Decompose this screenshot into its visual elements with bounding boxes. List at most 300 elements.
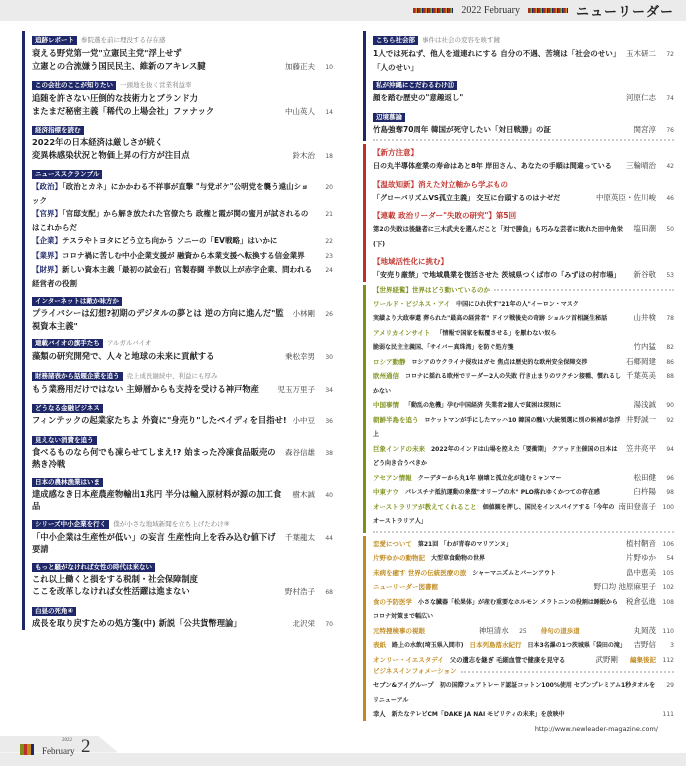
column-name: ワールド・ビジネス・アイ bbox=[373, 299, 451, 308]
world-row bbox=[373, 325, 674, 340]
article-title[interactable]: 2022年のインドは山場を控えた「要衝期」 クアッド主催国の日本はどう向き合うべきか bbox=[373, 445, 618, 467]
toc-section bbox=[32, 515, 333, 555]
article-line bbox=[373, 221, 674, 250]
page-number: 26 bbox=[325, 311, 333, 318]
toc-section bbox=[32, 76, 333, 118]
section-subtitle: 売上成長継続中、利益にも厚み bbox=[126, 371, 218, 380]
page-number: 108 bbox=[662, 598, 674, 606]
article-line bbox=[32, 530, 333, 555]
page-number: 23 bbox=[325, 252, 333, 260]
article-line bbox=[32, 104, 333, 119]
column-name: 表紙 bbox=[373, 641, 386, 649]
company-name: セブン&アイグループ bbox=[373, 682, 434, 689]
news-tag: 【企業】 bbox=[32, 236, 62, 245]
column-name: ニューリーダー図書館 bbox=[373, 583, 438, 591]
article-title[interactable]: コロナに揺れる欧州でリーダー2人の失敗 行き止まりのワクチン接種、慣れるしかない bbox=[373, 373, 621, 395]
editors-note: 編集後記 bbox=[630, 655, 656, 664]
article-title[interactable]: 追随を許さない圧倒的な技術力とブランド力 bbox=[32, 93, 198, 103]
author: 三輪晴治 bbox=[626, 161, 656, 170]
page-number: 25 bbox=[519, 627, 527, 635]
author: 加藤正夫 bbox=[285, 61, 315, 71]
page-number: 24 bbox=[325, 267, 333, 274]
world-row bbox=[373, 368, 674, 397]
news-item bbox=[32, 233, 333, 248]
feature-heading: 【連載 政治リーダー"失敗の研究"】第5回 bbox=[373, 211, 517, 220]
author: 吉野信 bbox=[633, 640, 656, 649]
world-row bbox=[373, 339, 674, 354]
column-name: オーストラリアが教えてくれること bbox=[373, 502, 477, 511]
section-header bbox=[32, 367, 333, 382]
misc-row bbox=[373, 565, 674, 580]
section-header bbox=[32, 473, 333, 487]
misc-row bbox=[373, 623, 674, 638]
page-number: 54 bbox=[666, 555, 674, 562]
section-header bbox=[373, 76, 674, 90]
feature-section bbox=[373, 207, 674, 250]
article-line bbox=[32, 91, 333, 104]
section-label: シリーズ中小企業を行く bbox=[32, 520, 109, 529]
article-title[interactable]: 「中小企業は生産性が低い」の妄言 生産性向上を呑み込む値下げ要請 bbox=[32, 531, 276, 554]
magazine-logo: ニューリーダー bbox=[575, 5, 674, 20]
column-name: 元特捜検事の視眼 bbox=[373, 626, 425, 635]
section-label: 見えない消費を追う bbox=[32, 436, 97, 445]
author: 森谷信雄 bbox=[285, 447, 315, 457]
section-header bbox=[32, 431, 333, 445]
page-number: 44 bbox=[325, 534, 333, 542]
world-row bbox=[373, 310, 674, 325]
section-label: インターネットは敵か味方か bbox=[32, 297, 122, 306]
section-label: もっと騒がなければ女性の時代は来ない bbox=[32, 563, 155, 572]
toc-section bbox=[32, 367, 333, 397]
news-item bbox=[32, 262, 333, 289]
article-title[interactable]: 第2の失敗は後継者に三木武夫を選んだこと「対で勝負」も巧みな芸者に敗れた田中角栄(下) bbox=[373, 226, 623, 248]
article-title[interactable]: 「安売り厳禁」で地域農業を復活させた 茨城県つくば市の「みずほの村市場」 bbox=[373, 271, 621, 279]
divider bbox=[461, 671, 674, 673]
page-number: 74 bbox=[666, 95, 674, 102]
article-title[interactable]: もう業務用だけではない 主婦層からも支持を受ける神戸物産 bbox=[32, 383, 259, 394]
page-number: 14 bbox=[325, 108, 333, 116]
article-title[interactable]: 第21回 「わが青春のマリアンヌ」 bbox=[417, 540, 512, 548]
article-title[interactable]: 小さな臓器「松果体」が産む重要なホルモン メラトニンの役割は睡眠からコロナ対策まで幅広い bbox=[373, 598, 618, 620]
section-label: 経済指標を読む bbox=[32, 126, 84, 135]
author: 植村鞆音 bbox=[626, 538, 656, 548]
website-url[interactable]: http://www.newleader-magazine.com/ bbox=[534, 724, 658, 733]
section-subtitle: 事件は社会の変容を映す鏡 bbox=[422, 36, 500, 44]
section-header bbox=[373, 108, 674, 122]
author: 関宮淳 bbox=[633, 124, 656, 134]
page-number: 22 bbox=[325, 238, 333, 245]
feature-header bbox=[373, 207, 674, 221]
article-line bbox=[32, 135, 333, 148]
article-title[interactable]: 日本3名瀑の1つ茨城県「袋田の滝」 bbox=[527, 642, 626, 649]
left-column-bar bbox=[22, 31, 333, 630]
section-label: 日本の農林漁業はいま bbox=[32, 478, 103, 487]
column-name: 未病を癒す 世界の伝統医療の旅 bbox=[373, 568, 467, 577]
page-number: 76 bbox=[666, 126, 674, 134]
article-title[interactable]: これ以上働くと損をする税制・社会保障制度 bbox=[32, 573, 198, 584]
article-title[interactable]: 初の国際フェアトレード認証コットン100%使用 セブンプレミアム1秒タオルをリニューアル bbox=[373, 682, 656, 704]
article-title[interactable]: 藻類の研究開発で、人々と地球の未来に貢献する bbox=[32, 351, 215, 361]
news-tag: 【政治】 bbox=[32, 182, 62, 191]
section-subtitle: 僕が小さな地域新聞を立ち上げたわけ⑨ bbox=[113, 519, 230, 528]
toc-section bbox=[32, 165, 333, 289]
article-title[interactable]: 「グローバリズムVS孤立主義」 交互に台頭するのはナゼだ bbox=[373, 193, 561, 202]
article-line bbox=[32, 382, 333, 397]
page-number: 82 bbox=[666, 344, 674, 351]
toc-section bbox=[373, 31, 674, 73]
page-number: 3 bbox=[670, 642, 674, 649]
toc-section bbox=[373, 76, 674, 105]
section-label: こちら社会部 bbox=[373, 36, 418, 45]
header-stripes-left bbox=[413, 8, 453, 13]
news-headline[interactable]: 「官邸支配」から解き放たれた官僚たち 政権と霞が関の蜜月が試されるのはこれからだ bbox=[32, 209, 309, 232]
page-number: 78 bbox=[666, 315, 674, 322]
page-number: 68 bbox=[325, 589, 333, 596]
company-name: 幸人 bbox=[373, 711, 386, 718]
world-row bbox=[373, 397, 674, 412]
page-number: 70 bbox=[325, 620, 333, 628]
misc-row bbox=[373, 536, 674, 551]
author: 南田登喜子 bbox=[618, 501, 656, 511]
article-title[interactable]: フィンテックの起業家たちよ 外資に"身売り"したペイディを目指せ! bbox=[32, 415, 287, 425]
article-title[interactable]: 立憲との合流嫌う国民民主、維新のアキレス腱 bbox=[32, 60, 206, 71]
divider bbox=[373, 139, 674, 141]
news-item bbox=[32, 179, 333, 206]
section-label: 白昼の死角④ bbox=[32, 607, 76, 616]
page-number: 90 bbox=[666, 402, 674, 409]
author: 塩田潮 bbox=[633, 224, 656, 233]
article-title[interactable]: 衰える野党第一党"立憲民主党"浮上せず bbox=[32, 48, 182, 58]
right-bar-green bbox=[363, 285, 674, 533]
toc-section bbox=[32, 431, 333, 470]
divider bbox=[373, 531, 674, 533]
author: 児玉万里子 bbox=[277, 384, 315, 394]
article-title[interactable]: ここを改革しなければ女性活躍は進まない bbox=[32, 586, 190, 596]
author: 樹木誠 bbox=[292, 489, 315, 499]
world-header bbox=[373, 285, 674, 296]
page-number: 34 bbox=[325, 386, 333, 394]
page-number: 112 bbox=[662, 656, 674, 664]
page-number: 30 bbox=[325, 354, 333, 361]
author: 神垣清水 bbox=[478, 625, 509, 635]
page-number: 53 bbox=[666, 272, 674, 279]
section-subtitle: アルガルバイオ bbox=[106, 339, 152, 347]
article-title[interactable]: 脆弱な民主主義国、「サイバー真珠湾」を防ぐ処方箋 bbox=[373, 344, 514, 351]
toc-section bbox=[32, 399, 333, 428]
article-title[interactable]: 価値観を押し、国民をインスパイアする「今年のオーストラリア人」 bbox=[373, 503, 615, 525]
page-number: 18 bbox=[325, 152, 333, 160]
article-title[interactable]: 2022年の日本経済は厳しさが続く bbox=[32, 137, 163, 147]
article-title[interactable]: 日の丸半導体産業の寿命はあと8年 岸田さん、あなたの手順は間違っている bbox=[373, 162, 612, 170]
article-line bbox=[32, 46, 333, 59]
article-line bbox=[373, 158, 674, 173]
article-line bbox=[373, 122, 674, 137]
news-headline[interactable]: 「政治とカネ」にかかわる不祥事が直撃 "与党ボケ"公明党を襲う遠山ショック bbox=[32, 182, 309, 205]
footer-issue-number: 2 bbox=[81, 735, 91, 757]
article-title[interactable]: 新たなテレビCM「DAKE JA NAI モビリティの未来」を放映中 bbox=[391, 711, 565, 718]
world-section-heading: 【世界経覧】世界はどう動いているのか bbox=[373, 285, 490, 294]
article-line bbox=[32, 349, 333, 364]
toc-section bbox=[32, 334, 333, 364]
misc-row bbox=[373, 594, 674, 623]
author: 片野ゆか bbox=[626, 553, 656, 562]
article-line bbox=[32, 487, 333, 512]
table-of-contents bbox=[0, 21, 686, 721]
author: 千葉龍太 bbox=[285, 532, 315, 542]
article-line bbox=[32, 59, 333, 74]
article-title[interactable]: ロケットマンが手にしたマッハ10 韓国の醜い大統領選に別の候補が急浮上 bbox=[373, 416, 621, 438]
page-number: 111 bbox=[662, 711, 674, 718]
toc-section bbox=[32, 31, 333, 73]
footer-band bbox=[0, 753, 686, 766]
page-number: 88 bbox=[666, 373, 674, 380]
author: 新谷敬 bbox=[633, 270, 656, 279]
section-header bbox=[32, 165, 333, 179]
article-line bbox=[32, 584, 333, 599]
page-number: 106 bbox=[662, 540, 674, 548]
feature-section bbox=[373, 176, 674, 205]
feature-heading: 【温故知新】消えた対立軸から学ぶもの bbox=[373, 179, 508, 189]
article-line bbox=[373, 46, 674, 73]
section-header bbox=[373, 31, 674, 46]
page-number: 94 bbox=[666, 445, 674, 453]
article-title[interactable]: 中国にひれ伏す"21年の人"イーロン・マスク bbox=[456, 300, 579, 308]
author: 中原英臣・佐川峻 bbox=[596, 192, 656, 202]
author: 竹内猛 bbox=[633, 342, 656, 351]
feature-section bbox=[373, 253, 674, 282]
right-bar-red bbox=[363, 144, 674, 282]
page-number: 100 bbox=[662, 503, 674, 511]
article-title[interactable]: 大型草食動物の世界 bbox=[431, 555, 486, 562]
world-row bbox=[373, 484, 674, 499]
author: 石郷岡建 bbox=[626, 356, 656, 366]
section-label: 連載バイオの旗手たち bbox=[32, 339, 103, 348]
footer bbox=[0, 736, 686, 766]
page-number: 40 bbox=[325, 491, 333, 499]
right-column bbox=[343, 31, 686, 721]
author: 野口均 池原麻里子 bbox=[593, 582, 656, 591]
author: 山井検 bbox=[633, 313, 656, 322]
biz-row bbox=[373, 706, 674, 721]
page-number: 46 bbox=[666, 194, 674, 202]
right-bar-gold bbox=[363, 536, 674, 721]
footer-year: 2022 bbox=[62, 737, 72, 743]
article-title[interactable]: 竹島強奪70周年 韓国が死守したい「対日戦勝」の証 bbox=[373, 124, 552, 134]
feature-header bbox=[373, 253, 674, 267]
author: 笠井亮平 bbox=[626, 443, 656, 453]
footer-color-stripes bbox=[20, 744, 34, 755]
author: 千葉英美 bbox=[626, 371, 656, 380]
article-line bbox=[32, 616, 333, 631]
article-line bbox=[32, 306, 333, 331]
page-number: 72 bbox=[666, 51, 674, 58]
article-title[interactable]: 顔を踏む歴史の"意趣返し" bbox=[373, 93, 464, 102]
column-name: 中国事情 bbox=[373, 401, 399, 409]
feature-section bbox=[373, 144, 674, 173]
article-title[interactable]: 達成感なき日本産農産物輸出1兆円 半分は輸入原材料が源の加工食品 bbox=[32, 488, 282, 511]
article-line bbox=[32, 413, 333, 428]
article-line bbox=[373, 90, 674, 105]
article-title[interactable]: 路上の水飲(埼玉県入間市) bbox=[392, 642, 464, 649]
author: 小中豆 bbox=[292, 416, 315, 425]
article-line bbox=[373, 190, 674, 205]
toc-section bbox=[32, 121, 333, 162]
page-number: 102 bbox=[662, 584, 674, 591]
column-name: 俳句の道歩道 bbox=[540, 626, 580, 635]
author: 小林剛 bbox=[292, 309, 315, 318]
news-tag: 【財界】 bbox=[32, 265, 62, 274]
section-label: どうなる金融ビジネス bbox=[32, 404, 103, 413]
author: 北沢栄 bbox=[292, 618, 315, 628]
biz-row bbox=[373, 677, 674, 706]
business-info-heading: ビジネスインフォメーション bbox=[373, 667, 457, 675]
page-number: 29 bbox=[666, 682, 674, 689]
author: 武野剛 bbox=[595, 654, 618, 664]
world-row bbox=[373, 412, 674, 441]
column-name: 日本列島落水紀行 bbox=[469, 641, 522, 649]
author: 臼杵陽 bbox=[633, 487, 656, 496]
section-header bbox=[32, 31, 333, 46]
feature-heading: 【地域活性化に挑む】 bbox=[373, 257, 448, 266]
toc-section bbox=[373, 108, 674, 137]
column-name: オンリー・イエスタデイ bbox=[373, 655, 444, 664]
section-label: 追跡レポート bbox=[32, 36, 77, 45]
author: 乗松幸男 bbox=[285, 352, 315, 361]
world-row bbox=[373, 441, 674, 470]
article-title[interactable]: 食べるものなら何でも凍らせてしまえ!? 始まった冷凍食品販売の熱き冷戦 bbox=[32, 446, 276, 469]
author: 中山英人 bbox=[285, 106, 315, 116]
author: 玉木研二 bbox=[626, 49, 656, 58]
section-label: ニューススクランブル bbox=[32, 170, 102, 179]
biz-header bbox=[373, 666, 674, 677]
page-number: 50 bbox=[666, 226, 674, 233]
author: 畠中恵美 bbox=[626, 567, 656, 577]
world-row bbox=[373, 354, 674, 369]
header-stripes-right bbox=[528, 8, 568, 13]
footer-month: February bbox=[42, 745, 75, 756]
header-band bbox=[0, 0, 686, 21]
article-title[interactable]: 父の遺志を継ぎ 毛細血管で健康を見守る bbox=[449, 656, 566, 664]
right-bar-navy bbox=[363, 31, 674, 141]
article-line bbox=[373, 267, 674, 282]
article-title[interactable]: クーデターから丸1年 崩壊と孤立化が進むミャンマー bbox=[417, 474, 562, 482]
page-number: 86 bbox=[666, 358, 674, 366]
news-headline[interactable]: 新しい資本主義「最初の試金石」官製春闘 半数以上が赤字企業、問われる経営者の役割 bbox=[32, 265, 313, 288]
section-header bbox=[32, 292, 333, 306]
misc-row bbox=[373, 652, 674, 667]
page-number: 96 bbox=[666, 474, 674, 482]
news-item bbox=[32, 206, 333, 233]
article-line bbox=[32, 572, 333, 585]
feature-header bbox=[373, 176, 674, 190]
divider bbox=[494, 289, 674, 291]
article-title[interactable]: ロシアのウクライナ侵攻はガセ 焦点は歴史的な欧州安全保障交渉 bbox=[411, 358, 588, 366]
article-title[interactable]: 1人では死ねず、他人を道連れにする 自分の不遇、苦境は「社会のせい」「人のせい」 bbox=[373, 49, 621, 72]
page-number: 36 bbox=[325, 418, 333, 425]
article-line bbox=[32, 148, 333, 163]
section-label: 辺境慕論 bbox=[373, 113, 405, 122]
section-header bbox=[32, 602, 333, 616]
author: 丸岡茂 bbox=[633, 625, 656, 635]
article-line bbox=[32, 445, 333, 470]
author: 松田健 bbox=[633, 472, 656, 482]
toc-section bbox=[32, 558, 333, 599]
page-number: 20 bbox=[325, 184, 333, 191]
misc-row bbox=[373, 550, 674, 565]
section-header bbox=[32, 121, 333, 135]
article-title[interactable]: パレスチナ抵抗運動の象徴"オリーブの木" PLO落れゆくかつての存在感 bbox=[405, 489, 600, 496]
page-number: 92 bbox=[666, 416, 674, 424]
misc-row bbox=[373, 637, 674, 652]
toc-section bbox=[32, 292, 333, 331]
article-title[interactable]: シャーマニズムとバーンアウト bbox=[472, 569, 557, 577]
author: 湯浅誠 bbox=[633, 400, 656, 409]
author: 税倉弘進 bbox=[626, 596, 656, 606]
article-title[interactable]: 「情報で国家を転覆させる」を厭わない奴ら bbox=[436, 329, 557, 337]
column-name: 朝鮮半島を追う bbox=[373, 415, 419, 424]
section-header bbox=[32, 399, 333, 413]
page-number: 21 bbox=[325, 211, 333, 218]
article-title[interactable]: 変異株感染状況と物価上昇の行方が注目点 bbox=[32, 149, 190, 160]
news-tag: 【官界】 bbox=[32, 209, 62, 218]
page-number: 42 bbox=[666, 163, 674, 170]
section-subtitle: 参院選を前に埋没する存在感 bbox=[81, 36, 166, 44]
toc-section bbox=[32, 473, 333, 512]
header-date: 2022 February bbox=[461, 5, 520, 16]
column-name: 巨象インドの未来 bbox=[373, 444, 425, 453]
column-name: ロシア動静 bbox=[373, 357, 406, 366]
author: 鈴木治 bbox=[292, 150, 315, 160]
feature-heading: 【新方注意】 bbox=[373, 148, 418, 157]
column-name: 片野ゆかの動物記 bbox=[373, 554, 425, 562]
page-number: 10 bbox=[325, 63, 333, 71]
author: 河原仁志 bbox=[626, 93, 656, 102]
column-name: アセアン情報 bbox=[373, 473, 412, 482]
news-headline[interactable]: テスラやトヨタにどう立ち向かう ソニーの「EV戦略」はいかに bbox=[62, 236, 278, 245]
world-row bbox=[373, 296, 674, 311]
page-number: 38 bbox=[325, 449, 333, 457]
page-number: 105 bbox=[662, 569, 674, 577]
page-number: 110 bbox=[662, 627, 674, 635]
news-item bbox=[32, 248, 333, 263]
article-title[interactable]: 「動乱の危機」孕む中国経済 失業者2億人で貧困は深刻に bbox=[405, 402, 562, 409]
column-name: アメリカインサイト bbox=[373, 328, 431, 337]
section-header bbox=[32, 558, 333, 572]
column-name: 欧州通信 bbox=[373, 372, 399, 380]
toc-section bbox=[32, 602, 333, 631]
section-header bbox=[32, 76, 333, 91]
section-label: 私が沖縄にこだわるわけ⑪ bbox=[373, 81, 457, 90]
page-number: 98 bbox=[666, 489, 674, 496]
column-name: 恋愛について bbox=[373, 539, 412, 548]
news-headline[interactable]: コロナ禍に苦しむ中小企業支援が 融資から本業支援へ転換する信金業界 bbox=[62, 250, 305, 260]
world-row bbox=[373, 499, 674, 528]
article-title[interactable]: 実績より大政奉還 葬られた"最高の経営者" ドイツ戦後史の奇跡 ショルツ首相誕生秘話 bbox=[373, 315, 608, 322]
column-name: 食の予防医学 bbox=[373, 597, 412, 606]
misc-row bbox=[373, 579, 674, 594]
section-label: 財務諸表から話題企業を追う bbox=[32, 372, 123, 381]
section-header bbox=[32, 515, 333, 530]
left-column bbox=[0, 31, 343, 721]
article-title[interactable]: プライバシーは幻想?初期のデジタルの夢とは 逆の方向に進んだ"監視資本主義" bbox=[32, 308, 284, 331]
world-row bbox=[373, 470, 674, 485]
article-title[interactable]: またまだ秘密主義「稀代の上場会社」ファナック bbox=[32, 105, 215, 116]
column-name: 中東ナウ bbox=[373, 488, 399, 496]
section-label: この会社のここが知りたい bbox=[32, 81, 116, 90]
author: 野村浩子 bbox=[285, 587, 315, 596]
article-title[interactable]: 成長を取り戻すための処方箋(中) 新説「公共貨幣理論」 bbox=[32, 617, 242, 628]
section-subtitle: 一頭地を抜く営業利益率 bbox=[120, 81, 192, 89]
